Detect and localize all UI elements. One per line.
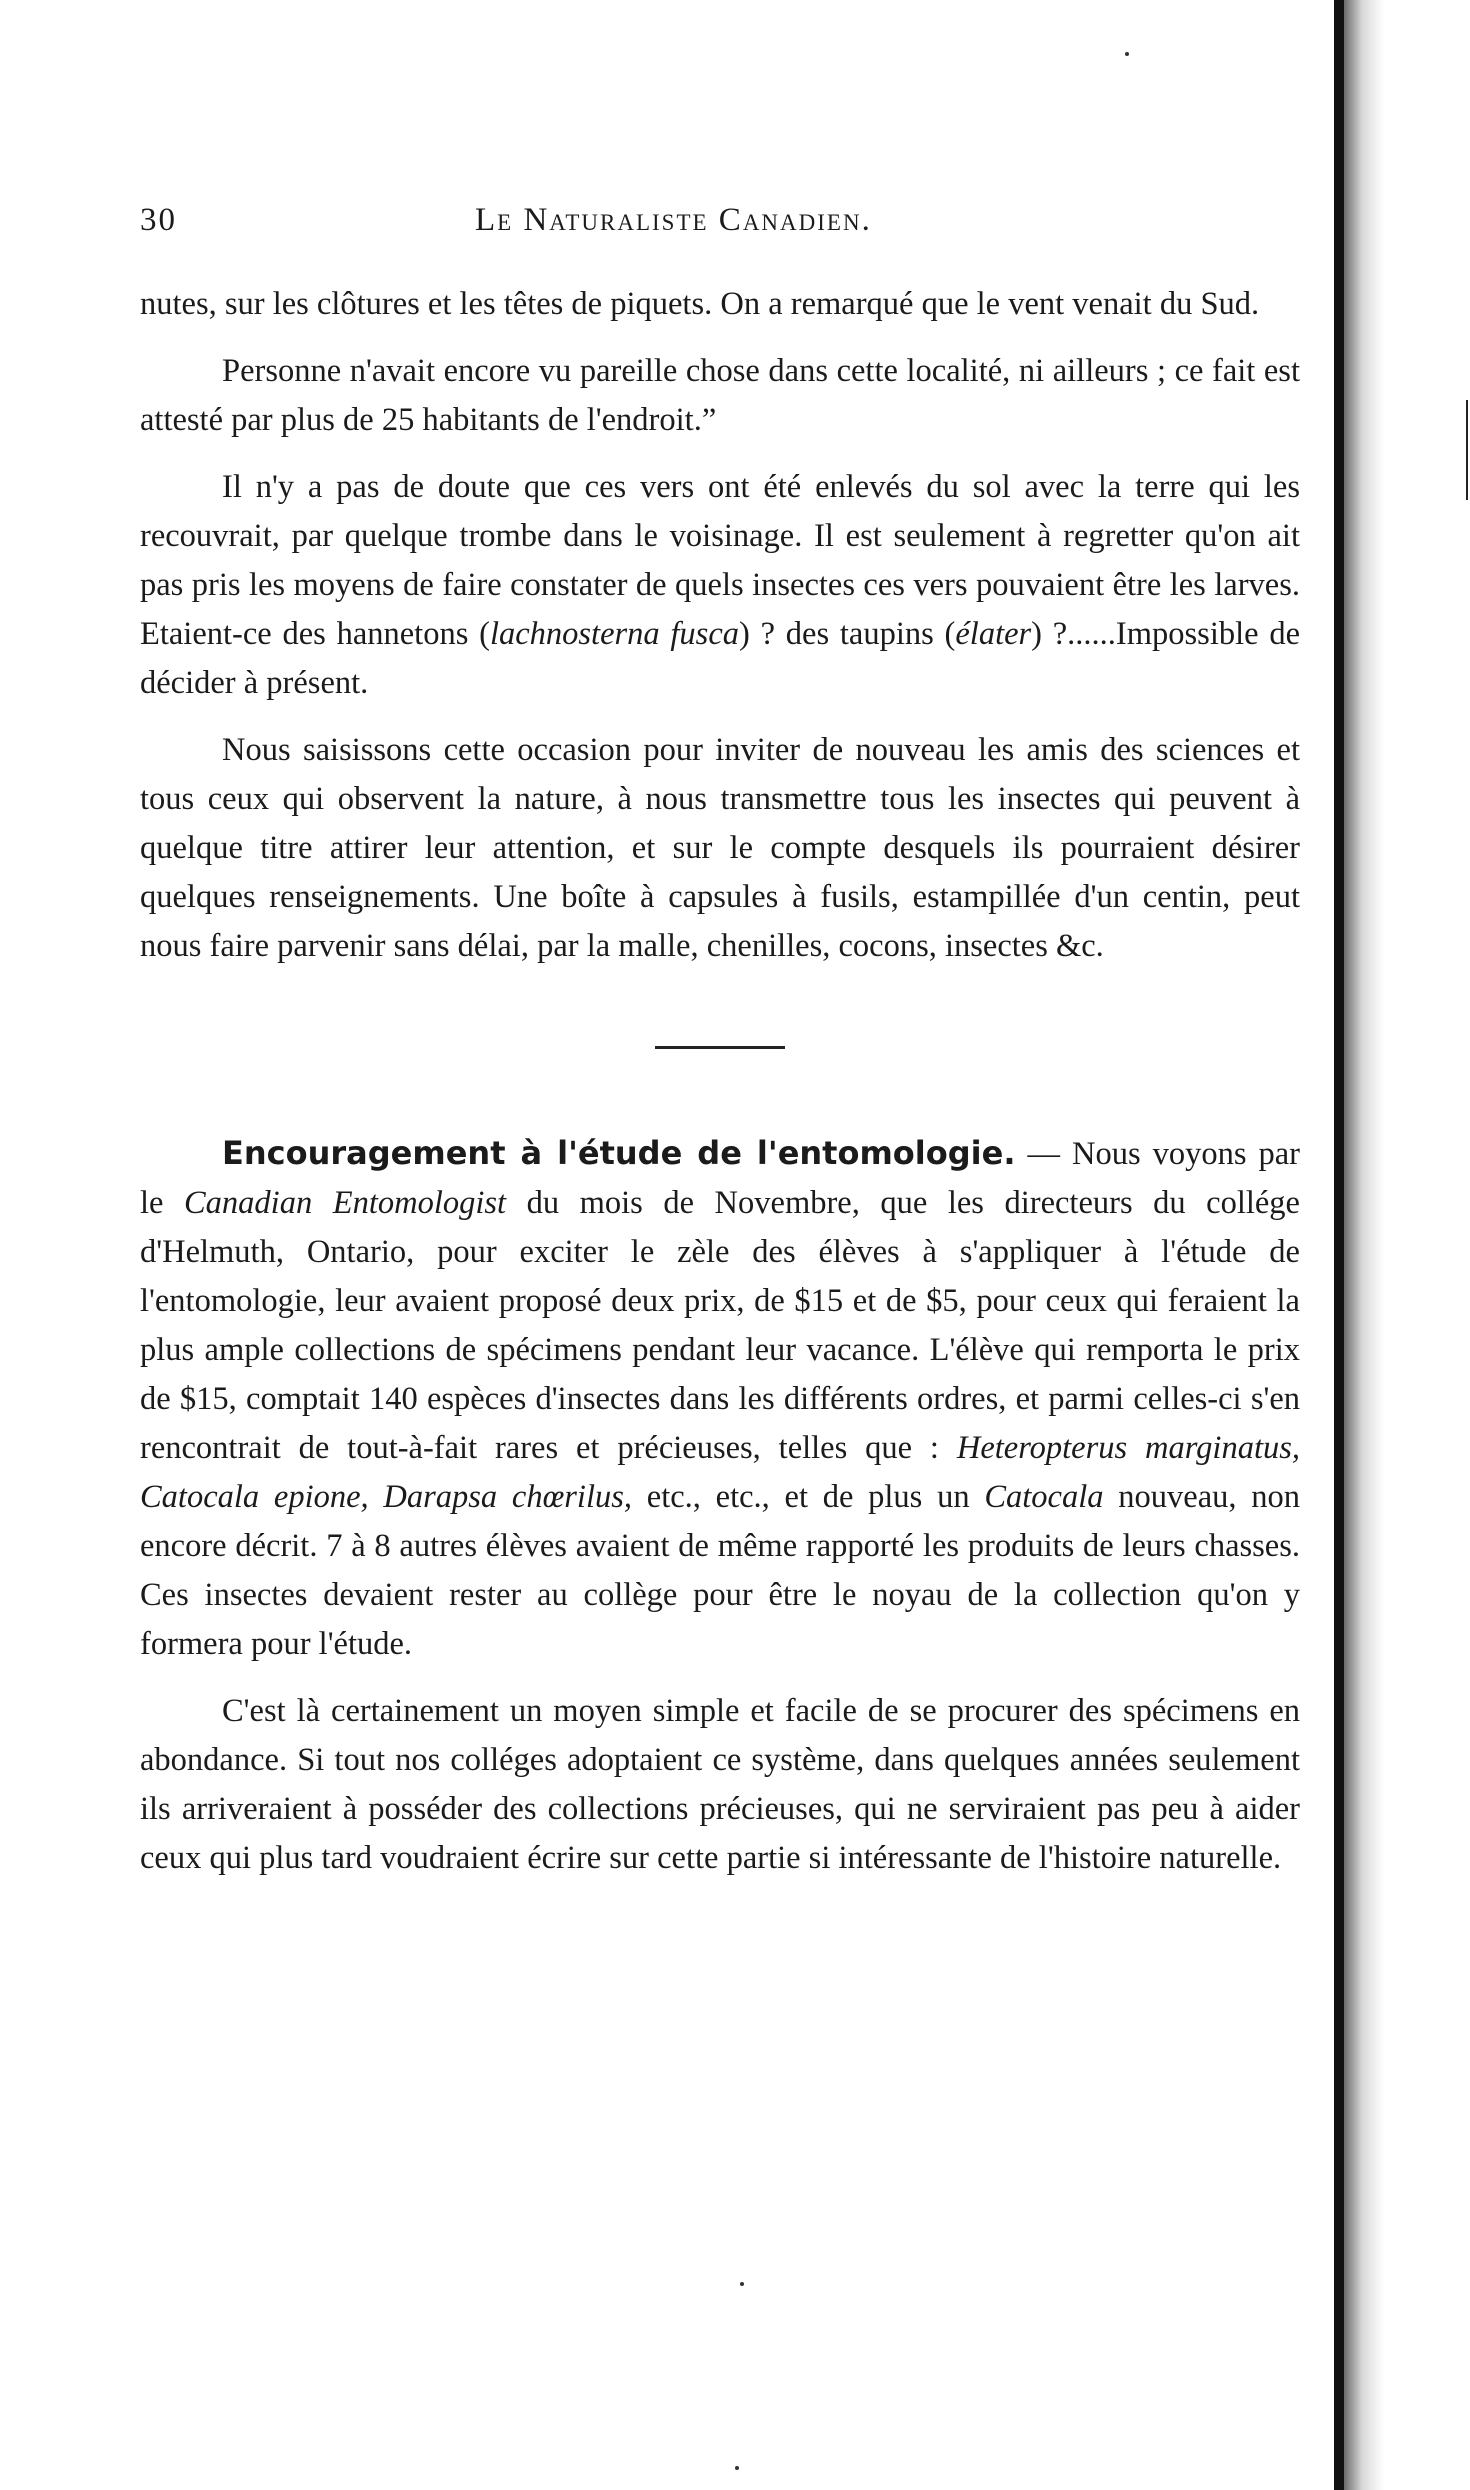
- paper-speck: [1125, 52, 1129, 56]
- book-spine-edge: [1334, 0, 1344, 2490]
- page-header: [140, 202, 1300, 250]
- text-run: ) ?......Impossible de décider à présent.: [140, 616, 1301, 701]
- species-name: Catocala: [984, 1479, 1104, 1515]
- paragraph-worms: [140, 463, 1300, 708]
- section-divider: [655, 1046, 785, 1049]
- species-list: Heteropterus marginatus, Catocala epione, Darapsa chœrilus,: [140, 1430, 1301, 1515]
- paper-speck: [735, 2466, 739, 2470]
- margin-mark: [1466, 400, 1468, 500]
- paragraph-encouragement: [140, 1129, 1300, 1669]
- text-run: nouveau, non encore décrit. 7 à 8 autres élèves avaient de même rapporté les produits de leurs chasses. Ces insectes devaient rester au collège pour être le noyau de la collection qu'on y formera pour l'étude.: [140, 1479, 1300, 1662]
- gutter-shadow: [1344, 0, 1384, 2490]
- species-name: élater: [955, 616, 1032, 652]
- paragraph-invitation: Nous saisissons cette occasion pour inviter de nouveau les amis des sciences et tous ceux qui observent la nature, à nous transmettre tous les insectes qui peuvent à quelque titre attirer leur attention, et sur le compte desquels ils pourraient désirer quelques renseignements. Une boîte à capsules à fusils, estampillée d'un centin, peut nous faire parvenir sans délai, par la malle, chenilles, cocons, insectes &c.: [140, 732, 1300, 964]
- text-run: — Nous voyons par le: [140, 1136, 1300, 1221]
- paragraph-conclusion: C'est là certainement un moyen simple et facile de se procurer des spécimens en abondance. Si tout nos colléges adoptaient ce système, dans quelques années seulement ils arriveraient à posséder des collections précieuses, qui ne serviraient pas peu à aider ceux qui plus tard voudraient écrire sur cette partie si intéressante de l'histoire naturelle.: [140, 1693, 1300, 1876]
- text-run: ) ? des taupins (: [739, 616, 956, 652]
- journal-title: Canadian Entomologist: [183, 1185, 507, 1221]
- paper-speck: [740, 2282, 744, 2286]
- text-run: etc., etc., et de plus un: [632, 1479, 985, 1515]
- page-number: 30: [140, 202, 177, 238]
- paragraph-continuation: nutes, sur les clôtures et les têtes de piquets. On a remarqué que le vent venait du Sud.: [140, 286, 1260, 322]
- section-heading: Encouragement à l'étude de l'entomologie.: [222, 1134, 1016, 1172]
- species-name: lachnosterna fusca: [489, 616, 740, 652]
- running-title: Le Naturaliste Canadien.: [475, 202, 872, 238]
- paragraph-quote-end: Personne n'avait encore vu pareille chose dans cette localité, ni ailleurs ; ce fait est attesté par plus de 25 habitants de l'endroit.”: [140, 353, 1300, 438]
- text-run: du mois de Novembre, que les directeurs du collége d'Helmuth, Ontario, pour exciter le zèle des élèves à s'appliquer à l'étude de l'entomologie, leur avaient proposé deux prix, de $15 et de $5, pour ceux qui feraient la plus ample collections de spécimens pendant leur vacance. L'élève qui remporta le prix de $15, comptait 140 espèces d'insectes dans les différents ordres, et parmi celles-ci s'en rencontrait de tout-à-fait rares et précieuses, telles que :: [140, 1185, 1300, 1466]
- text-run: Il n'y a pas de doute que ces vers ont été enlevés du sol avec la terre qui les recouvrait, par quelque trombe dans le voisinage. Il est seulement à regretter qu'on ait pas pris les moyens de faire constater de quels insectes ces vers pouvaient être les larves. Etaient-ce des hannetons (: [140, 469, 1300, 652]
- page-body: [140, 280, 1300, 1883]
